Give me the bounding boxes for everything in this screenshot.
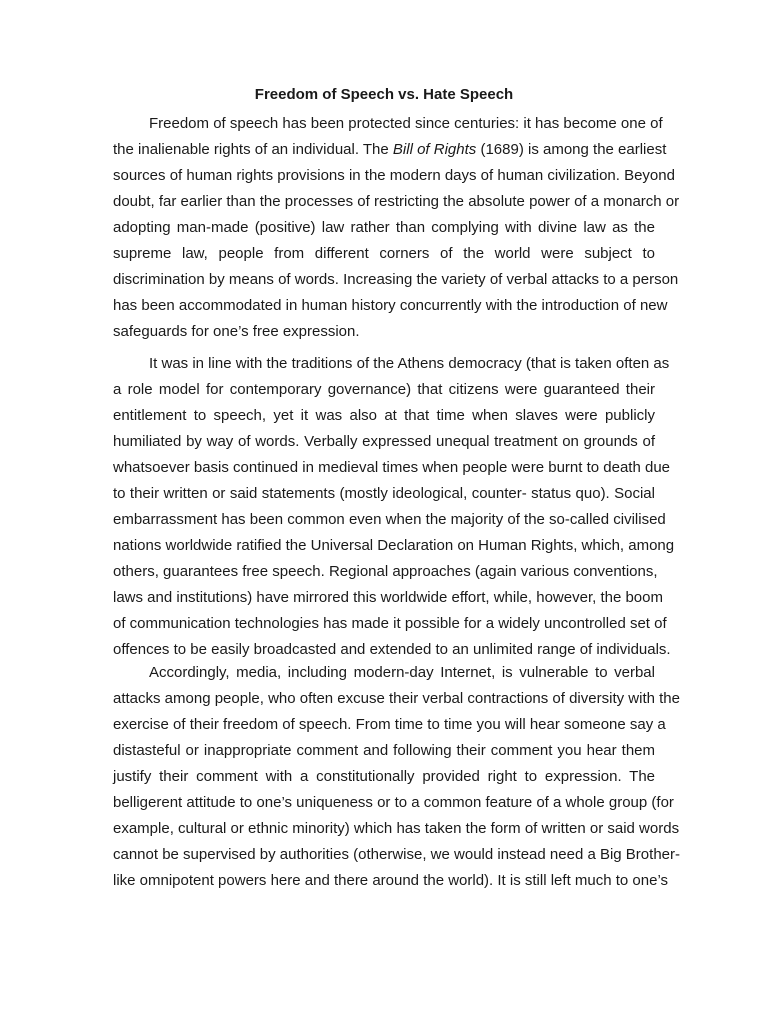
text-line: has been accommodated in human history concurrently with the introduction of new [113,297,668,314]
text-line: discrimination by means of words. Increasing the variety of verbal attacks to a person [113,271,679,288]
italic-title-text: Bill of Rights [392,141,477,158]
text-line: safeguards for one’s free expression. [113,323,360,340]
text-line: justify their comment with a constitutionally provided right to expression. The [113,768,655,785]
paragraph-1 [113,111,680,345]
text-line: to their written or said statements (mostly ideological, counter- status quo). Social [113,485,655,502]
text-line [113,137,667,163]
text-line: like omnipotent powers here and there around the world). It is still left much to one’s [113,872,669,889]
text-line: supreme law, people from different corners of the world were subject to [113,245,655,262]
text-line: laws and institutions) have mirrored this worldwide effort, while, however, the boom [113,589,663,606]
text-line: exercise of their freedom of speech. From time to time you will hear someone say a [113,716,666,733]
text-segment: the inalienable rights of an individual. The [113,141,393,158]
text-segment: (1689) is among the earliest [476,141,667,158]
text-line: example, cultural or ethnic minority) which has taken the form of written or said words [113,820,680,837]
text-line: belligerent attitude to one’s uniqueness or to a common feature of a whole group (for [113,794,674,811]
text-line: sources of human rights provisions in the modern days of human civilization. Beyond [113,167,675,184]
text-line: humiliated by way of words. Verbally expressed unequal treatment on grounds of [113,433,655,450]
text-line: embarrassment has been common even when the majority of the so-called civilised [113,511,666,528]
text-line: others, guarantees free speech. Regional approaches (again various conventions, [113,563,658,580]
text-line: Freedom of speech has been protected since centuries: it has become one of [149,115,663,132]
paragraph-3 [113,660,680,894]
text-line: of communication technologies has made it possible for a widely uncontrolled set of [113,615,667,632]
text-line: cannot be supervised by authorities (otherwise, we would instead need a Big Brother- [113,846,680,863]
text-line: It was in line with the traditions of the Athens democracy (that is taken often as [149,355,670,372]
text-line: a role model for contemporary governance) that citizens were guaranteed their [113,381,655,398]
text-line: entitlement to speech, yet it was also at that time when slaves were publicly [113,407,655,424]
text-line: adopting man-made (positive) law rather than complying with divine law as the [113,219,655,236]
paragraph-2 [113,351,675,663]
text-line: whatsoever basis continued in medieval times when people were burnt to death due [113,459,671,476]
text-line: doubt, far earlier than the processes of restricting the absolute power of a monarch or [113,193,680,210]
document-title: Freedom of Speech vs. Hate Speech [254,86,514,103]
text-line: Accordingly, media, including modern-day Internet, is vulnerable to verbal [149,664,655,681]
text-line: attacks among people, who often excuse their verbal contractions of diversity with the [113,690,680,707]
text-line: distasteful or inappropriate comment and following their comment you hear them [113,742,655,759]
text-line: nations worldwide ratified the Universal Declaration on Human Rights, which, among [113,537,675,554]
text-line: offences to be easily broadcasted and extended to an unlimited range of individuals. [113,641,671,658]
